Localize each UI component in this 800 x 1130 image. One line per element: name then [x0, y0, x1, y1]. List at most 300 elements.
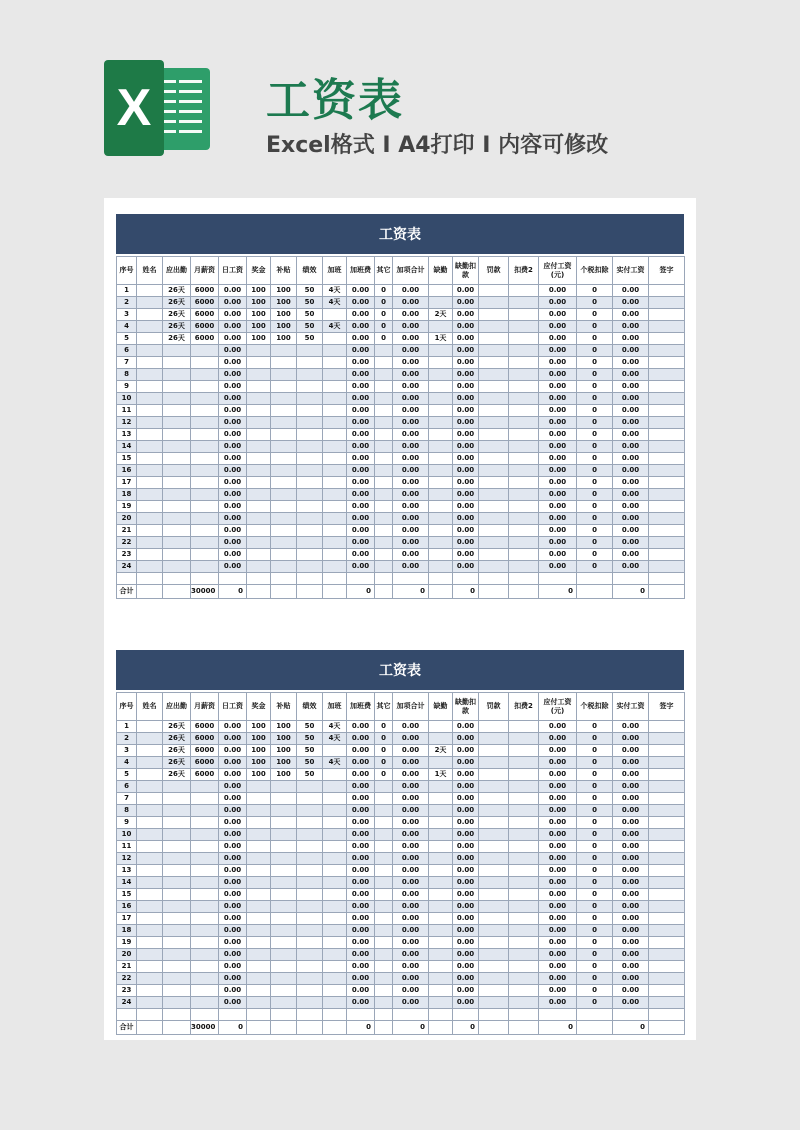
table-cell[interactable]: 0.00 [453, 913, 479, 925]
table-cell[interactable]: 0.00 [347, 405, 375, 417]
table-cell[interactable]: 4天 [323, 733, 347, 745]
table-cell[interactable] [375, 889, 393, 901]
table-cell[interactable] [479, 973, 509, 985]
table-cell[interactable] [649, 1009, 685, 1021]
table-cell[interactable] [429, 961, 453, 973]
table-cell[interactable]: 0.00 [347, 393, 375, 405]
table-cell[interactable] [429, 489, 453, 501]
table-cell[interactable]: 0.00 [347, 501, 375, 513]
table-cell[interactable] [375, 357, 393, 369]
table-cell[interactable] [429, 441, 453, 453]
table-cell[interactable] [393, 1009, 429, 1021]
table-cell[interactable] [479, 573, 509, 585]
table-cell[interactable]: 4天 [323, 757, 347, 769]
table-cell[interactable]: 0.00 [347, 757, 375, 769]
table-cell[interactable] [271, 381, 297, 393]
table-cell[interactable] [479, 417, 509, 429]
table-cell[interactable]: 0.00 [347, 745, 375, 757]
table-cell[interactable] [649, 889, 685, 901]
table-cell[interactable] [649, 381, 685, 393]
table-cell[interactable]: 0.00 [393, 805, 429, 817]
table-cell[interactable] [323, 465, 347, 477]
table-cell[interactable]: 0 [577, 925, 613, 937]
table-cell[interactable] [247, 441, 271, 453]
table-cell[interactable] [191, 853, 219, 865]
table-cell[interactable] [271, 793, 297, 805]
table-cell[interactable] [323, 405, 347, 417]
table-cell[interactable] [479, 465, 509, 477]
table-cell[interactable]: 0.00 [613, 357, 649, 369]
table-cell[interactable] [191, 817, 219, 829]
table-cell[interactable]: 0.00 [393, 441, 429, 453]
table-cell[interactable] [375, 525, 393, 537]
table-cell[interactable]: 0.00 [539, 973, 577, 985]
table-cell[interactable]: 1 [117, 285, 137, 297]
table-cell[interactable]: 0.00 [393, 357, 429, 369]
table-cell[interactable]: 0 [577, 913, 613, 925]
table-cell[interactable]: 0.00 [219, 913, 247, 925]
table-cell[interactable] [137, 513, 163, 525]
table-cell[interactable] [191, 441, 219, 453]
table-cell[interactable]: 0 [375, 733, 393, 745]
table-cell[interactable]: 0.00 [453, 805, 479, 817]
table-cell[interactable]: 0.00 [613, 721, 649, 733]
table-cell[interactable] [649, 721, 685, 733]
table-cell[interactable]: 0.00 [219, 369, 247, 381]
table-cell[interactable] [479, 841, 509, 853]
table-cell[interactable]: 0.00 [613, 285, 649, 297]
table-cell[interactable] [271, 441, 297, 453]
table-cell[interactable] [429, 901, 453, 913]
table-cell[interactable]: 0.00 [453, 453, 479, 465]
table-cell[interactable] [137, 393, 163, 405]
table-cell[interactable] [509, 805, 539, 817]
table-cell[interactable]: 26天 [163, 757, 191, 769]
table-cell[interactable]: 0.00 [393, 321, 429, 333]
table-cell[interactable] [137, 973, 163, 985]
table-cell[interactable] [509, 973, 539, 985]
table-cell[interactable]: 0.00 [347, 925, 375, 937]
table-cell[interactable] [247, 937, 271, 949]
table-cell[interactable]: 0 [577, 513, 613, 525]
table-cell[interactable] [323, 769, 347, 781]
table-cell[interactable] [375, 393, 393, 405]
table-cell[interactable]: 0.00 [453, 537, 479, 549]
table-cell[interactable]: 0.00 [347, 465, 375, 477]
table-cell[interactable] [163, 489, 191, 501]
table-cell[interactable]: 0.00 [347, 877, 375, 889]
table-cell[interactable] [271, 489, 297, 501]
table-cell[interactable] [247, 381, 271, 393]
table-cell[interactable] [191, 573, 219, 585]
table-cell[interactable]: 0.00 [219, 477, 247, 489]
table-cell[interactable] [375, 381, 393, 393]
table-cell[interactable] [375, 841, 393, 853]
table-cell[interactable]: 0.00 [613, 345, 649, 357]
table-cell[interactable]: 2天 [429, 745, 453, 757]
table-cell[interactable]: 0.00 [393, 477, 429, 489]
table-cell[interactable] [479, 1009, 509, 1021]
table-cell[interactable]: 26天 [163, 769, 191, 781]
table-cell[interactable]: 0.00 [219, 973, 247, 985]
table-cell[interactable] [323, 877, 347, 889]
table-cell[interactable] [247, 393, 271, 405]
table-cell[interactable] [297, 913, 323, 925]
table-cell[interactable]: 0.00 [539, 901, 577, 913]
table-cell[interactable] [163, 477, 191, 489]
table-cell[interactable]: 0.00 [393, 285, 429, 297]
table-cell[interactable] [163, 973, 191, 985]
table-cell[interactable]: 50 [297, 285, 323, 297]
table-cell[interactable] [375, 949, 393, 961]
table-cell[interactable]: 2 [117, 733, 137, 745]
table-cell[interactable]: 6000 [191, 321, 219, 333]
table-cell[interactable] [247, 805, 271, 817]
table-cell[interactable]: 0.00 [219, 453, 247, 465]
table-cell[interactable]: 100 [271, 285, 297, 297]
table-cell[interactable] [163, 1009, 191, 1021]
table-cell[interactable]: 0 [577, 453, 613, 465]
table-cell[interactable]: 0.00 [393, 733, 429, 745]
table-cell[interactable] [117, 1009, 137, 1021]
table-cell[interactable]: 0.00 [453, 333, 479, 345]
table-cell[interactable] [323, 853, 347, 865]
table-cell[interactable] [509, 561, 539, 573]
table-cell[interactable] [137, 525, 163, 537]
table-cell[interactable] [163, 793, 191, 805]
table-cell[interactable]: 4 [117, 757, 137, 769]
table-cell[interactable]: 0.00 [453, 501, 479, 513]
table-cell[interactable]: 0.00 [219, 793, 247, 805]
table-cell[interactable] [509, 889, 539, 901]
table-cell[interactable]: 16 [117, 901, 137, 913]
table-cell[interactable] [163, 405, 191, 417]
table-cell[interactable] [163, 537, 191, 549]
table-cell[interactable] [163, 877, 191, 889]
table-cell[interactable]: 0.00 [219, 757, 247, 769]
table-cell[interactable] [649, 405, 685, 417]
table-cell[interactable]: 0.00 [539, 925, 577, 937]
table-cell[interactable]: 0.00 [613, 405, 649, 417]
table-cell[interactable] [509, 901, 539, 913]
table-cell[interactable] [191, 781, 219, 793]
table-cell[interactable] [297, 561, 323, 573]
table-cell[interactable] [509, 877, 539, 889]
table-cell[interactable] [323, 841, 347, 853]
table-cell[interactable]: 0.00 [393, 393, 429, 405]
table-cell[interactable] [509, 333, 539, 345]
table-cell[interactable]: 0.00 [453, 321, 479, 333]
table-cell[interactable]: 0.00 [539, 913, 577, 925]
table-cell[interactable] [323, 805, 347, 817]
table-cell[interactable]: 0.00 [539, 561, 577, 573]
table-cell[interactable] [509, 997, 539, 1009]
table-cell[interactable] [163, 997, 191, 1009]
table-cell[interactable]: 0 [577, 961, 613, 973]
table-cell[interactable]: 0.00 [613, 865, 649, 877]
table-cell[interactable]: 0.00 [453, 513, 479, 525]
table-cell[interactable] [137, 817, 163, 829]
table-cell[interactable]: 0.00 [613, 997, 649, 1009]
table-cell[interactable] [375, 973, 393, 985]
table-cell[interactable]: 6 [117, 345, 137, 357]
table-cell[interactable]: 0.00 [347, 441, 375, 453]
table-cell[interactable] [323, 781, 347, 793]
table-cell[interactable] [247, 817, 271, 829]
table-cell[interactable]: 0.00 [539, 309, 577, 321]
table-cell[interactable]: 26天 [163, 333, 191, 345]
table-cell[interactable] [247, 537, 271, 549]
table-cell[interactable] [509, 321, 539, 333]
table-cell[interactable] [649, 853, 685, 865]
table-cell[interactable]: 50 [297, 757, 323, 769]
table-cell[interactable]: 6000 [191, 297, 219, 309]
table-cell[interactable] [297, 973, 323, 985]
table-cell[interactable]: 0.00 [539, 817, 577, 829]
table-cell[interactable] [649, 573, 685, 585]
table-cell[interactable] [271, 829, 297, 841]
table-cell[interactable] [429, 477, 453, 489]
table-cell[interactable]: 0.00 [613, 477, 649, 489]
table-cell[interactable]: 0.00 [347, 285, 375, 297]
table-cell[interactable]: 0.00 [393, 525, 429, 537]
table-cell[interactable]: 0.00 [347, 525, 375, 537]
table-cell[interactable] [479, 537, 509, 549]
table-cell[interactable]: 0.00 [453, 781, 479, 793]
table-cell[interactable]: 0 [577, 781, 613, 793]
table-cell[interactable] [247, 997, 271, 1009]
table-cell[interactable]: 0.00 [539, 381, 577, 393]
table-cell[interactable] [649, 901, 685, 913]
table-cell[interactable] [577, 1009, 613, 1021]
table-cell[interactable] [191, 429, 219, 441]
table-cell[interactable] [163, 985, 191, 997]
table-cell[interactable] [479, 381, 509, 393]
table-cell[interactable] [297, 429, 323, 441]
table-cell[interactable]: 0 [577, 733, 613, 745]
table-cell[interactable]: 50 [297, 297, 323, 309]
table-cell[interactable] [297, 465, 323, 477]
table-cell[interactable] [649, 453, 685, 465]
table-cell[interactable] [509, 853, 539, 865]
table-cell[interactable] [479, 733, 509, 745]
table-cell[interactable]: 0.00 [219, 525, 247, 537]
table-cell[interactable]: 0 [577, 805, 613, 817]
table-cell[interactable] [649, 757, 685, 769]
table-cell[interactable]: 0 [577, 345, 613, 357]
table-cell[interactable] [649, 561, 685, 573]
table-cell[interactable] [163, 369, 191, 381]
table-cell[interactable] [297, 513, 323, 525]
table-cell[interactable]: 0.00 [393, 417, 429, 429]
table-cell[interactable] [271, 357, 297, 369]
table-cell[interactable] [479, 913, 509, 925]
table-cell[interactable] [163, 501, 191, 513]
table-cell[interactable] [137, 985, 163, 997]
table-cell[interactable] [137, 925, 163, 937]
table-cell[interactable] [137, 877, 163, 889]
table-cell[interactable]: 0 [577, 841, 613, 853]
table-cell[interactable]: 19 [117, 937, 137, 949]
table-cell[interactable] [247, 853, 271, 865]
table-cell[interactable]: 0 [375, 297, 393, 309]
table-cell[interactable]: 0 [577, 525, 613, 537]
table-cell[interactable]: 0.00 [393, 901, 429, 913]
table-cell[interactable] [649, 793, 685, 805]
table-cell[interactable]: 0.00 [539, 297, 577, 309]
table-cell[interactable]: 0.00 [219, 393, 247, 405]
table-cell[interactable]: 0.00 [613, 961, 649, 973]
table-cell[interactable] [649, 417, 685, 429]
table-cell[interactable]: 0.00 [347, 721, 375, 733]
table-cell[interactable]: 13 [117, 429, 137, 441]
table-cell[interactable]: 3 [117, 309, 137, 321]
table-cell[interactable] [649, 997, 685, 1009]
table-cell[interactable]: 0.00 [613, 513, 649, 525]
table-cell[interactable]: 0.00 [453, 745, 479, 757]
table-cell[interactable] [163, 781, 191, 793]
table-cell[interactable] [163, 853, 191, 865]
table-cell[interactable]: 0.00 [219, 417, 247, 429]
table-cell[interactable]: 0.00 [539, 453, 577, 465]
table-cell[interactable]: 0.00 [393, 453, 429, 465]
table-cell[interactable]: 0.00 [219, 501, 247, 513]
table-cell[interactable]: 50 [297, 733, 323, 745]
table-cell[interactable]: 0.00 [613, 453, 649, 465]
table-cell[interactable] [347, 573, 375, 585]
table-cell[interactable]: 0.00 [393, 829, 429, 841]
table-cell[interactable]: 0 [577, 889, 613, 901]
table-cell[interactable] [323, 381, 347, 393]
table-cell[interactable]: 0.00 [613, 817, 649, 829]
table-cell[interactable] [509, 417, 539, 429]
table-cell[interactable]: 0.00 [219, 405, 247, 417]
table-cell[interactable] [479, 997, 509, 1009]
table-cell[interactable] [429, 381, 453, 393]
table-cell[interactable] [163, 453, 191, 465]
table-cell[interactable] [375, 781, 393, 793]
table-cell[interactable]: 0.00 [613, 889, 649, 901]
table-cell[interactable] [271, 573, 297, 585]
table-cell[interactable]: 0.00 [347, 817, 375, 829]
table-cell[interactable] [323, 913, 347, 925]
table-cell[interactable] [323, 1009, 347, 1021]
table-cell[interactable] [163, 913, 191, 925]
table-cell[interactable] [297, 901, 323, 913]
table-cell[interactable] [649, 745, 685, 757]
table-cell[interactable] [163, 805, 191, 817]
table-cell[interactable] [649, 369, 685, 381]
table-cell[interactable]: 1天 [429, 769, 453, 781]
table-cell[interactable]: 15 [117, 889, 137, 901]
table-cell[interactable] [137, 285, 163, 297]
table-cell[interactable] [375, 429, 393, 441]
table-cell[interactable]: 0 [577, 853, 613, 865]
table-cell[interactable]: 0.00 [539, 357, 577, 369]
table-cell[interactable]: 0 [577, 309, 613, 321]
table-cell[interactable] [429, 973, 453, 985]
table-cell[interactable]: 0.00 [219, 781, 247, 793]
table-cell[interactable] [323, 489, 347, 501]
table-cell[interactable]: 0.00 [393, 841, 429, 853]
table-cell[interactable]: 0.00 [613, 925, 649, 937]
table-cell[interactable] [117, 573, 137, 585]
table-cell[interactable]: 100 [271, 321, 297, 333]
table-cell[interactable]: 0.00 [347, 489, 375, 501]
table-cell[interactable]: 0 [577, 285, 613, 297]
table-cell[interactable] [649, 985, 685, 997]
table-cell[interactable] [271, 985, 297, 997]
table-cell[interactable]: 0.00 [613, 393, 649, 405]
table-cell[interactable] [479, 357, 509, 369]
table-cell[interactable]: 0 [577, 393, 613, 405]
table-cell[interactable] [649, 297, 685, 309]
table-cell[interactable] [191, 889, 219, 901]
table-cell[interactable] [613, 1009, 649, 1021]
table-cell[interactable] [649, 829, 685, 841]
table-cell[interactable]: 0.00 [393, 865, 429, 877]
table-cell[interactable] [247, 561, 271, 573]
table-cell[interactable]: 0 [577, 757, 613, 769]
table-cell[interactable] [247, 961, 271, 973]
table-cell[interactable] [375, 829, 393, 841]
table-cell[interactable] [297, 345, 323, 357]
table-cell[interactable]: 0.00 [393, 537, 429, 549]
table-cell[interactable] [375, 997, 393, 1009]
table-cell[interactable] [375, 501, 393, 513]
table-cell[interactable] [137, 1009, 163, 1021]
table-cell[interactable] [509, 393, 539, 405]
table-cell[interactable]: 20 [117, 513, 137, 525]
table-cell[interactable]: 14 [117, 441, 137, 453]
table-cell[interactable] [509, 441, 539, 453]
table-cell[interactable]: 0.00 [393, 309, 429, 321]
table-cell[interactable]: 0.00 [539, 721, 577, 733]
table-cell[interactable]: 0 [577, 561, 613, 573]
table-cell[interactable]: 0.00 [453, 405, 479, 417]
table-cell[interactable] [323, 949, 347, 961]
table-cell[interactable] [429, 429, 453, 441]
table-cell[interactable]: 0.00 [613, 769, 649, 781]
table-cell[interactable]: 0.00 [613, 441, 649, 453]
table-cell[interactable]: 0.00 [453, 525, 479, 537]
table-cell[interactable] [323, 477, 347, 489]
table-cell[interactable] [479, 865, 509, 877]
table-cell[interactable] [271, 453, 297, 465]
table-cell[interactable]: 0.00 [539, 501, 577, 513]
table-cell[interactable]: 0.00 [453, 417, 479, 429]
table-cell[interactable]: 0.00 [393, 793, 429, 805]
table-cell[interactable] [429, 1009, 453, 1021]
table-cell[interactable] [247, 549, 271, 561]
table-cell[interactable]: 0.00 [219, 333, 247, 345]
table-cell[interactable] [297, 877, 323, 889]
table-cell[interactable] [649, 285, 685, 297]
table-cell[interactable] [137, 733, 163, 745]
table-cell[interactable] [163, 949, 191, 961]
table-cell[interactable]: 0.00 [453, 489, 479, 501]
table-cell[interactable] [271, 477, 297, 489]
table-cell[interactable]: 0.00 [453, 853, 479, 865]
table-cell[interactable] [509, 489, 539, 501]
table-cell[interactable]: 0.00 [219, 853, 247, 865]
table-cell[interactable]: 0 [375, 285, 393, 297]
table-cell[interactable] [429, 757, 453, 769]
table-cell[interactable]: 0 [375, 321, 393, 333]
table-cell[interactable] [509, 501, 539, 513]
table-cell[interactable] [509, 925, 539, 937]
table-cell[interactable]: 0.00 [613, 549, 649, 561]
